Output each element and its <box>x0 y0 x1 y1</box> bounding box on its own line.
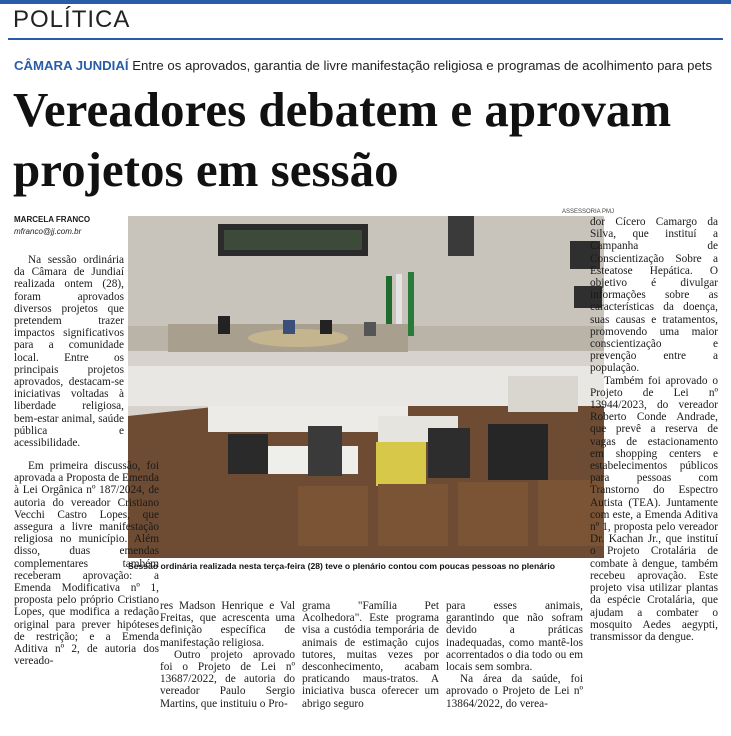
kicker-tag: CÂMARA JUNDIAÍ <box>14 58 129 73</box>
column-2 <box>160 600 295 710</box>
paragraph: Na área da saúde, foi aprovado o Projeto de Lei nº 13864/2022, do verea- <box>446 673 583 710</box>
column-1 <box>14 254 124 449</box>
kicker-text: Entre os aprovados, garantia de livre manifestação religiosa e programas de acolhimento para pets <box>132 58 713 73</box>
section-title: POLÍTICA <box>13 6 131 33</box>
byline-email: mfranco@jj.com.br <box>14 227 82 236</box>
paragraph: para esses animais, garantindo que não sofram devido a práticas inadequadas, como mantê-los acorrentados o dia todo ou em locais sem sombra. <box>446 600 583 674</box>
column-4 <box>446 600 583 710</box>
paragraph: Em primeira discussão, foi aprovada a Proposta de Emenda à Lei Orgânica nº 187/2024, de autoria do vereador Cristiano Vecchi Castro Lopes, que assegura a livre manifestação religiosa no município. Além disso, duas emendas complementares também receberam aprovação: a Emenda Modificativa nº 1, proposta pelo próprio Cristiano Lopes, que modifica a redação original para prever hipóteses de restrição; e a Emenda Aditiva nº 2, de autoria dos vereado- <box>14 460 159 668</box>
paragraph: grama "Família Pet Acolhedora". Este programa visa a custódia temporária de animais de estimação cujos tutores, muitas vezes por desconhecimento, acabam praticando maus-tratos. A iniciativa busca oferecer um abrigo seguro <box>302 600 439 710</box>
headline: Vereadores debatem e aprovam projetos em sessão <box>13 82 672 197</box>
paragraph: dor Cícero Camargo da Silva, que instituí a Campanha de Conscientização Sobre a Esteatose Hepática. O objetivo é divulgar informações sobre as características da doença, suas causas e tratamentos, promovendo uma maior conscientização e prevenção entre a população. <box>590 216 718 375</box>
byline-author: MARCELA FRANCO <box>14 215 91 224</box>
photo-caption: Sessão ordinária realizada nesta terça-feira (28) teve o plenário contou com poucas pessoas no plenário <box>128 561 555 571</box>
column-3 <box>302 600 439 710</box>
paragraph: res Madson Henrique e Val Freitas, que acrescenta uma definição específica de manifestação religiosa. <box>160 600 295 649</box>
paragraph: Na sessão ordinária da Câmara de Jundiaí realizada ontem (28), foram aprovados diversos projetos que pretendem trazer impactos significativos para a comunidade local. Entre os principais projetos aprovados, destacam-se iniciativas voltadas à liberdade religiosa, bem-estar animal, saúde pública e acessibilidade. <box>14 254 124 450</box>
paragraph: Também foi aprovado o Projeto de Lei nº 13944/2023, do vereador Roberto Conde Andrade, que prevê a reserva de vagas de estacionamento em shopping centers e estabelecimentos públicos para pessoas com Transtorno do Espectro Autista (TEA). Juntamente com este, a Emenda Aditiva nº 1, proposta pelo vereador Dr. Kachan Jr., que instituí o Projeto Crotalária de combate à dengue, também recebeu aprovação. Este projeto visa utilizar plantas da espécie Crotalária, que ajudam a combater o mosquito Aedes aegypti, transmissor da dengue. <box>590 374 718 643</box>
column-1-continued <box>14 460 159 667</box>
section-divider <box>8 38 723 40</box>
photo-credit: ASSESSORIA PMJ <box>562 209 615 215</box>
column-5 <box>590 216 718 643</box>
paragraph: Outro projeto aprovado foi o Projeto de Lei nº 13687/2022, de autoria do vereador Paulo Sergio Martins, que instituiu o Pro- <box>160 648 295 710</box>
plenary-photo <box>128 216 604 558</box>
kicker <box>14 58 712 73</box>
top-accent-bar <box>0 0 731 4</box>
